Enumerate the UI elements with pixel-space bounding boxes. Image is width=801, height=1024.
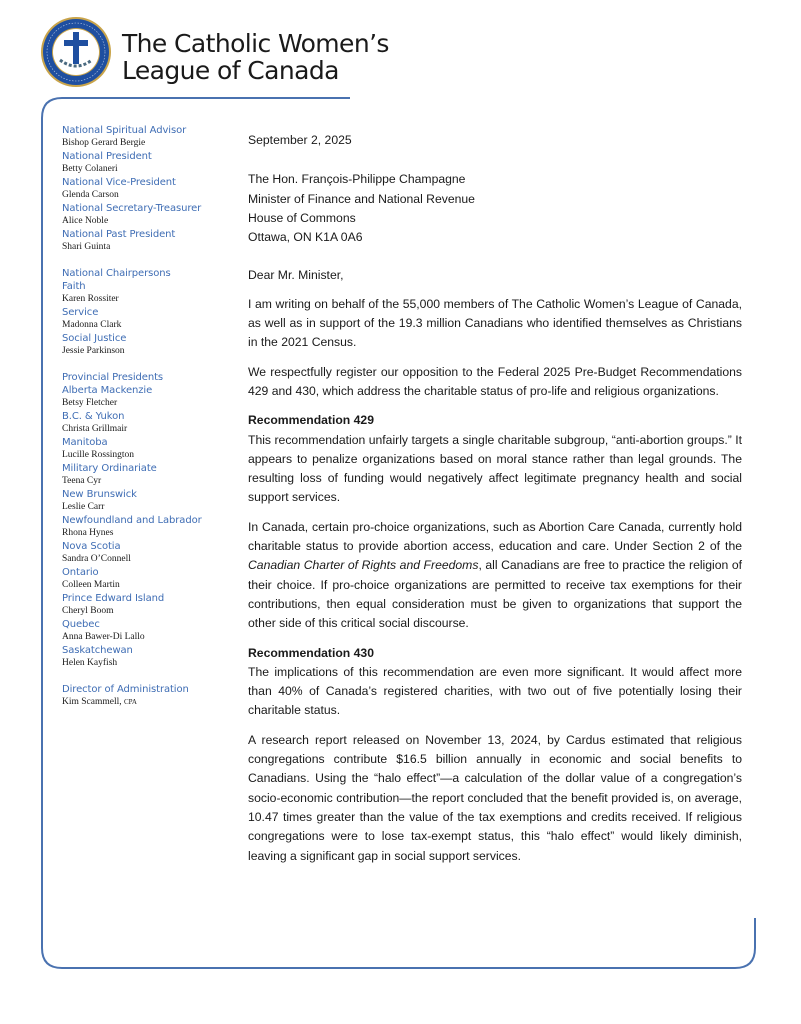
officer-name: Rhona Hynes	[62, 528, 114, 538]
section-paragraph: The implications of this recommendation are even more significant. It would affect more than 40% of Canada’s registered charities, with two out of five potentially losing their charitable status.	[248, 664, 742, 718]
letterhead	[40, 16, 389, 96]
officer-title: B.C. & Yukon	[62, 411, 125, 422]
officer-name: Alice Noble	[62, 216, 109, 226]
officer-name: Anna Bawer-Di Lallo	[62, 632, 145, 642]
salutation: Dear Mr. Minister,	[248, 268, 344, 283]
officer-title: Newfoundland and Labrador	[62, 515, 202, 526]
officer-name: Jessie Parkinson	[62, 346, 125, 356]
officer-name: Bishop Gerard Bergie	[62, 138, 146, 148]
officer-name: Lucille Rossington	[62, 450, 135, 460]
officer-title: New Brunswick	[62, 489, 137, 500]
officer-title: Quebec	[62, 619, 100, 630]
administration-group	[62, 683, 237, 709]
intro-paragraph: We respectfully register our opposition to the Federal 2025 Pre-Budget Recommendations 429 and 430, which address the charitable status of pro-life and religious organizations.	[248, 364, 742, 398]
paragraph-text: , all Canadians are free to practice the religion of their choice. If pro-choice organizations are permitted to receive tax exemptions for their contributions, then equal consideration must be given to organizations that support the other side of this critical social discourse.	[248, 558, 743, 631]
national-chairpersons-group	[62, 267, 237, 358]
org-name-line-2: League of Canada	[122, 56, 339, 85]
officer-name: Cheryl Boom	[62, 606, 114, 616]
officer-title: National Vice-President	[62, 177, 176, 188]
section-heading: Recommendation 430	[248, 645, 374, 660]
address-line: House of Commons	[248, 210, 356, 225]
officer-name: Shari Guinta	[62, 242, 111, 252]
officer-title: Director of Administration	[62, 684, 189, 695]
officers-sidebar	[62, 124, 237, 722]
charter-title: Canadian Charter of Rights and Freedoms	[248, 558, 479, 573]
officer-title: National President	[62, 151, 152, 162]
officer-title: National Secretary-Treasurer	[62, 203, 202, 214]
officer-name: Sandra O’Connell	[62, 554, 131, 564]
section-paragraph: This recommendation unfairly targets a single charitable subgroup, “anti-abortion groups.” It appears to penalize organizations based on moral stance rather than legal grounds. The resulting loss of funding would negatively affect legitimate pregnancy health and social support services.	[248, 432, 742, 505]
officer-title: Military Ordinariate	[62, 463, 157, 474]
officer-title: Alberta Mackenzie	[62, 385, 153, 396]
address-line: Minister of Finance and National Revenue	[248, 191, 475, 206]
officer-title: Service	[62, 307, 99, 318]
cwl-crest-icon	[40, 16, 112, 88]
officer-title: Faith	[62, 281, 86, 292]
officer-name: Helen Kayfish	[62, 658, 118, 668]
intro-paragraph: I am writing on behalf of the 55,000 members of The Catholic Women’s League of Canada, as well as in support of the 19.3 million Canadians who identified themselves as Christians in the 2021 Census.	[248, 296, 742, 350]
recipient-address	[248, 170, 742, 247]
paragraph-text: In Canada, certain pro-choice organizations, such as Abortion Care Canada, currently hold charitable status to provide abortion access, education and care. Under Section 2 of the	[248, 519, 742, 554]
officer-name: Madonna Clark	[62, 320, 122, 330]
officer-title: Prince Edward Island	[62, 593, 165, 604]
officer-title: Ontario	[62, 567, 99, 578]
officer-name	[62, 696, 237, 709]
provincial-presidents-group	[62, 371, 237, 670]
officer-name: Betsy Fletcher	[62, 398, 118, 408]
officer-title: Nova Scotia	[62, 541, 121, 552]
address-line: The Hon. François-Philippe Champagne	[248, 172, 466, 187]
officer-title: Manitoba	[62, 437, 108, 448]
officer-name: Colleen Martin	[62, 580, 120, 590]
section-paragraph	[248, 518, 742, 634]
officer-title: Saskatchewan	[62, 645, 133, 656]
organization-name	[122, 30, 389, 84]
officer-name: Leslie Carr	[62, 502, 105, 512]
letter-body	[248, 131, 742, 876]
officer-name-text: Kim Scammell,	[62, 697, 122, 707]
officer-title: National Past President	[62, 229, 176, 240]
officer-name: Glenda Carson	[62, 190, 119, 200]
officer-name: Karen Rossiter	[62, 294, 119, 304]
letter-date: September 2, 2025	[248, 133, 352, 147]
officer-title: National Spiritual Advisor	[62, 125, 187, 136]
national-officers-group	[62, 124, 237, 254]
address-line: Ottawa, ON K1A 0A6	[248, 230, 363, 245]
org-name-line-1: The Catholic Women’s	[122, 29, 389, 58]
officer-name: Christa Grillmair	[62, 424, 128, 434]
officer-name: Betty Colaneri	[62, 164, 118, 174]
section-paragraph: A research report released on November 13, 2024, by Cardus estimated that religious congregations contribute $16.5 billion annually in economic and social benefits to Canadians. Using the “halo effect”—a calculation of the dollar value of a congregation’s socio-economic contribution—the report concluded that the benefit provided is, on average, 10.47 times greater than the value of the tax exemptions and credits received. If religious congregations were to lose tax-exempt status, this “halo effect” would likely diminish, leaving a significant gap in social support services.	[248, 732, 742, 863]
group-heading: National Chairpersons	[62, 268, 171, 279]
section-heading: Recommendation 429	[248, 413, 374, 428]
officer-title: Social Justice	[62, 333, 127, 344]
officer-name: Teena Cyr	[62, 476, 102, 486]
credential-suffix: CPA	[124, 698, 137, 706]
group-heading: Provincial Presidents	[62, 372, 164, 383]
